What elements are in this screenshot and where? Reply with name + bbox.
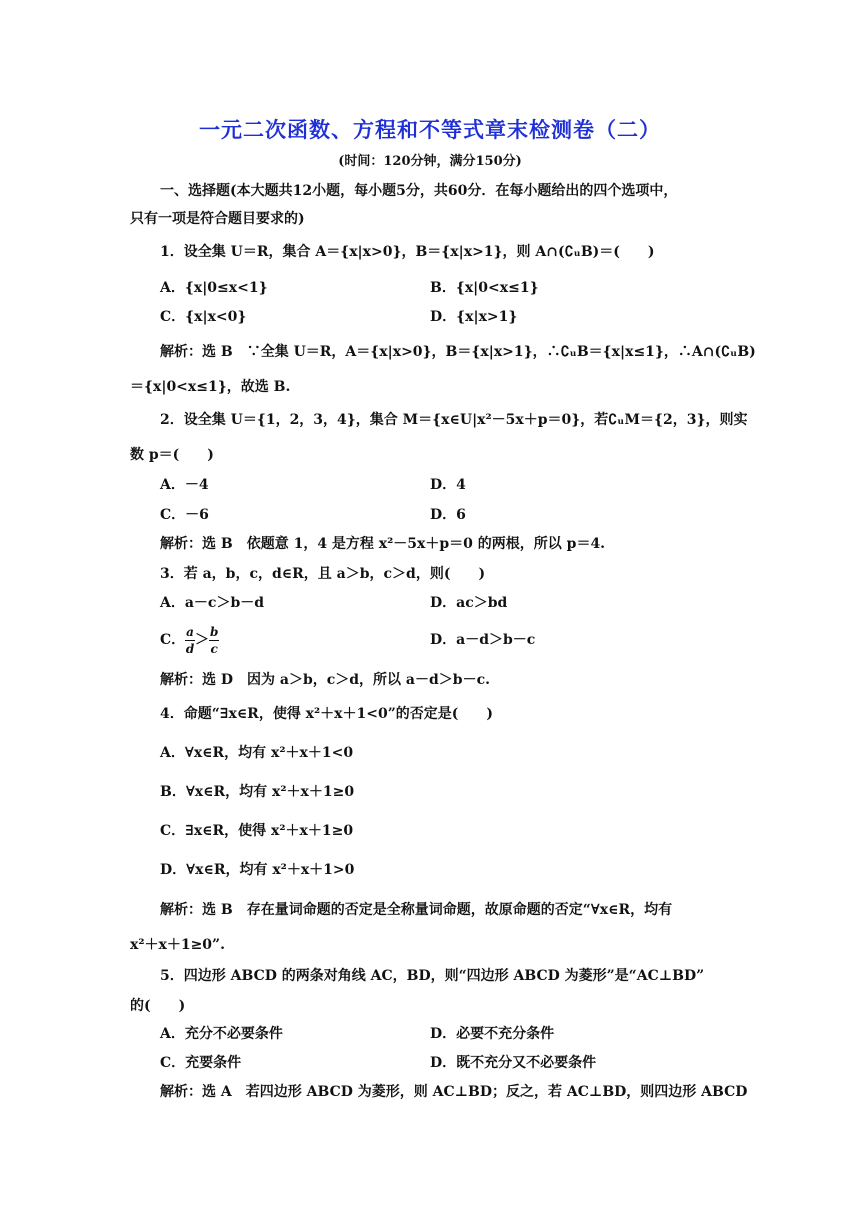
greater-than-sign: ＞ — [194, 632, 209, 648]
q3-option-a: A．a－c＞b－d — [160, 595, 265, 611]
q3-option-c-label: C． — [160, 632, 186, 648]
fraction-b-over-c — [209, 624, 219, 657]
fraction-numerator: b — [209, 624, 219, 639]
q4-option-c: C．∃x∈R，使得 x²＋x＋1≥0 — [160, 823, 354, 839]
q5-option-c: C．充要条件 — [160, 1055, 242, 1071]
q2-option-d2: D．6 — [430, 507, 466, 523]
q5-stem-cont: 的( ) — [130, 998, 186, 1014]
fraction-a-over-d — [185, 624, 195, 657]
q2-option-c: C．－6 — [160, 507, 209, 523]
q1-option-c: C．{x|x<0} — [160, 309, 247, 325]
q1-stem: 1．设全集 U＝R，集合 A＝{x|x>0}，B＝{x|x>1}，则 A∩(∁ᵤB)＝( ) — [160, 244, 655, 260]
fraction-denominator: c — [210, 641, 218, 656]
q5-option-d2: D．既不充分又不必要条件 — [430, 1055, 597, 1071]
q3-analysis: 解析：选 D 因为 a＞b，c＞d，所以 a－d＞b－c. — [160, 672, 490, 688]
q3-option-c — [160, 623, 219, 657]
q5-stem: 5．四边形 ABCD 的两条对角线 AC，BD，则“四边形 ABCD 为菱形”是“AC⊥BD” — [160, 968, 705, 984]
q4-analysis-cont: x²＋x＋1≥0”. — [130, 937, 225, 953]
q1-analysis: 解析：选 B ∵全集 U＝R，A＝{x|x>0}，B＝{x|x>1}，∴∁ᵤB＝{x|x≤1}，∴A∩(∁ᵤB) — [160, 344, 756, 360]
q2-stem: 2．设全集 U＝{1，2，3，4}，集合 M＝{x∈U|x²－5x＋p＝0}，若∁ᵤM＝{2，3}，则实 — [160, 412, 748, 428]
q2-stem-cont: 数 p＝( ) — [130, 447, 214, 463]
q2-option-a: A．－4 — [160, 477, 209, 493]
q1-option-b: B．{x|0<x≤1} — [430, 280, 539, 296]
q4-option-b: B．∀x∈R，均有 x²＋x＋1≥0 — [160, 784, 355, 800]
fraction-denominator: d — [185, 641, 195, 656]
q5-option-a: A．充分不必要条件 — [160, 1026, 283, 1042]
q4-stem: 4．命题“∃x∈R，使得 x²＋x＋1<0”的否定是( ) — [160, 706, 494, 722]
q4-option-a: A．∀x∈R，均有 x²＋x＋1<0 — [160, 745, 354, 761]
section-heading: 一、选择题(本大题共12小题，每小题5分，共60分．在每小题给出的四个选项中， — [160, 183, 678, 199]
q2-option-d1: D．4 — [430, 477, 466, 493]
q3-stem: 3．若 a，b，c，d∈R，且 a＞b，c＞d，则( ) — [160, 566, 486, 582]
q5-analysis: 解析：选 A 若四边形 ABCD 为菱形，则 AC⊥BD；反之，若 AC⊥BD，则四边形 ABCD — [160, 1084, 748, 1100]
q2-analysis: 解析：选 B 依题意 1，4 是方程 x²－5x＋p＝0 的两根，所以 p＝4. — [160, 536, 606, 552]
exam-info: (时间：120分钟，满分150分) — [338, 154, 522, 169]
fraction-numerator: a — [186, 624, 194, 639]
q1-option-a: A．{x|0≤x<1} — [160, 280, 268, 296]
q3-option-d2: D．a－d＞b－c — [430, 632, 536, 648]
page-title: 一元二次函数、方程和不等式章末检测卷（二） — [199, 118, 661, 142]
section-heading-cont: 只有一项是符合题目要求的) — [130, 211, 305, 227]
q5-option-d1: D．必要不充分条件 — [430, 1026, 555, 1042]
q4-analysis: 解析：选 B 存在量词命题的否定是全称量词命题，故原命题的否定“∀x∈R，均有 — [160, 902, 673, 918]
q4-option-d: D．∀x∈R，均有 x²＋x＋1>0 — [160, 862, 355, 878]
q3-option-d1: D．ac＞bd — [430, 595, 508, 611]
q1-analysis-cont: ＝{x|0<x≤1}，故选 B. — [130, 379, 291, 395]
q1-option-d: D．{x|x>1} — [430, 309, 518, 325]
